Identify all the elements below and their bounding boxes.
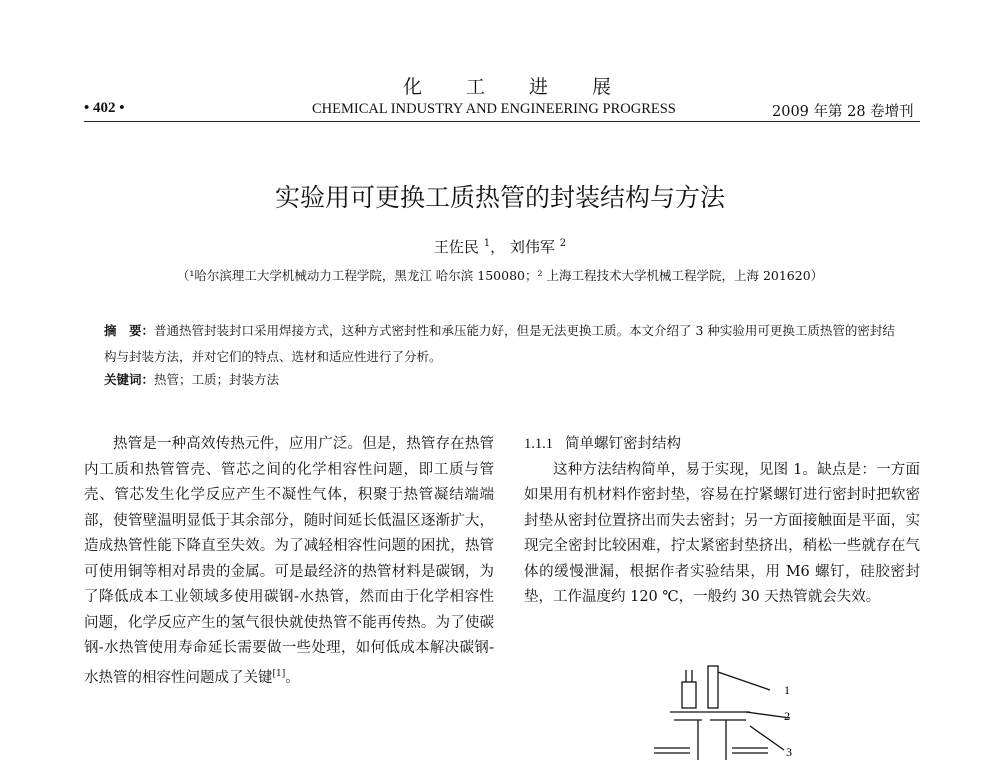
author-name: 刘伟军 — [509, 238, 555, 256]
abstract — [104, 318, 904, 370]
section-number: 1.1.1 — [524, 436, 553, 452]
section-paragraph: 这种方法结构简单，易于实现，见图 1。缺点是：一方面如果用有机材料作密封垫，容易在拧紧螺钉进行密封时把软密封垫从密封位置挤出而失去密封；另一方面接触面是平面，实现完全密封比较困难，拧太紧密封垫挤出，稍松一些就存在气体的缓慢泄漏，根据作者实验结果，用 M6 螺钉，硅胶密封垫，工作温度约 120 ℃，一般约 30 天热管就会失效。 — [524, 461, 920, 605]
keywords — [104, 370, 279, 388]
author-affil-mark: 2 — [559, 238, 567, 249]
fig-screw-head-left — [682, 682, 696, 708]
journal-title-en: CHEMICAL INDUSTRY AND ENGINEERING PROGRESS — [312, 101, 676, 117]
fig-label-2: 2 — [784, 709, 790, 723]
author-line — [0, 236, 1000, 257]
intro-end: 。 — [285, 669, 300, 686]
fig-label-1: 1 — [784, 683, 790, 697]
fig-label-3: 3 — [786, 745, 792, 759]
figure-1-drawing — [650, 660, 810, 760]
fig-screw-right — [708, 666, 718, 708]
issue-info: 2009 年第 28 卷增刊 — [772, 104, 914, 120]
journal-title-cn: 化工进展 — [403, 76, 656, 98]
article-title: 实验用可更换工质热管的封装结构与方法 — [274, 183, 725, 212]
citation-ref: [1] — [272, 668, 286, 679]
author-affil-mark: 1 — [483, 238, 491, 249]
fig-leader-1 — [718, 672, 770, 690]
intro-paragraph — [84, 432, 494, 691]
abstract-label: 摘 要： — [104, 323, 155, 338]
intro-text: 热管是一种高效传热元件，应用广泛。但是，热管存在热管内工质和热管管壳、管芯之间的化学相容性问题，即工质与管壳、管芯发生化学反应产生不凝性气体，积聚于热管凝结端端部，使管壁温明显低于其余部分，随时间延长低温区逐渐扩大，造成热管性能下降直至失效。为了减轻相容性问题的困扰，热管可使用铜等相对昂贵的金属。可是最经济的热管材料是碳钢，为了降低成本工业领域多使用碳钢-水热管，然而由于化学相容性问题，化学反应产生的氢气很快就使热管不能再传热。为了使碳钢-水热管使用寿命延长需要做一些处理，如何低成本解决碳钢-水热管的相容性问题成了关键 — [84, 436, 494, 686]
fig-leader-3 — [750, 726, 784, 750]
author-separator: ， — [490, 238, 506, 256]
keywords-text: 热管；工质；封装方法 — [154, 372, 280, 387]
abstract-text: 普通热管封装封口采用焊接方式，这种方式密封性和承压能力好，但是无法更换工质。本文介绍了 3 种实验用可更换工质热管的密封结构与封装方法，并对它们的特点、选材和适应性进行了分析。 — [104, 323, 895, 364]
affiliation: （¹哈尔滨理工大学机械动力工程学院，黑龙江 哈尔滨 150080；² 上海工程技术大学机械工程学院，上海 201620） — [176, 268, 824, 283]
section-heading — [524, 432, 681, 458]
body-left-column — [84, 432, 494, 691]
page-number: • 402 • — [84, 100, 125, 116]
keywords-label: 关键词： — [104, 372, 155, 387]
section-title: 简单螺钉密封结构 — [565, 436, 681, 452]
author-name: 王佐民 — [433, 238, 479, 256]
header-rule — [84, 121, 920, 122]
